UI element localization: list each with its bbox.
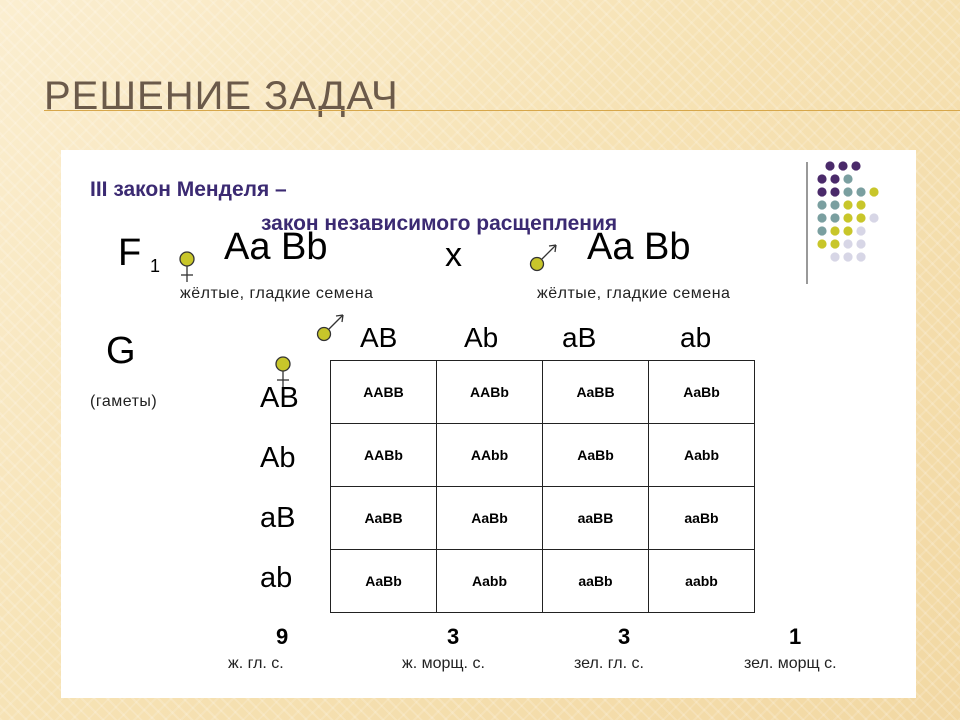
decorative-dot [843, 200, 852, 209]
ratio-count: 9 [276, 624, 289, 649]
decorative-dot [817, 239, 826, 248]
female-gamete-header: ab [260, 562, 293, 594]
decorative-dot [830, 252, 839, 261]
decorative-dot [825, 161, 834, 170]
decorative-dot [830, 239, 839, 248]
female-gamete-header: Ab [260, 442, 296, 474]
decorative-dot [830, 187, 839, 196]
male-genotype: Aa Bb [587, 226, 691, 268]
gametes-label: G [106, 330, 136, 372]
title-divider [44, 110, 960, 111]
punnett-cell: AABb [331, 424, 437, 487]
decorative-dot [817, 200, 826, 209]
punnett-cell: aaBb [543, 550, 649, 613]
decorative-dot [851, 161, 860, 170]
law-title: III закон Менделя – [90, 178, 287, 201]
punnett-cell: AaBb [437, 487, 543, 550]
punnett-row [331, 487, 755, 550]
punnett-cell: Aabb [649, 424, 755, 487]
decorative-dot [830, 200, 839, 209]
decorative-dot [817, 213, 826, 222]
ratio-count: 3 [618, 624, 631, 649]
punnett-cell: Aabb [437, 550, 543, 613]
male-gamete-header: ab [680, 322, 712, 353]
male-gamete-header: aB [562, 322, 597, 353]
decorative-dot [856, 252, 865, 261]
decorative-dot [817, 187, 826, 196]
male-symbol-icon [314, 312, 348, 342]
female-phenotype: жёлтые, гладкие семена [180, 285, 374, 302]
decorative-dot [869, 213, 878, 222]
content-panel [61, 150, 916, 698]
female-gamete-header: AB [260, 382, 299, 414]
punnett-cell: AaBB [331, 487, 437, 550]
punnett-cell: AaBb [543, 424, 649, 487]
decorative-dot [843, 187, 852, 196]
decorative-dot-cluster [816, 160, 906, 270]
vertical-divider [806, 162, 808, 284]
cross-symbol: x [445, 236, 462, 274]
gametes-caption: (гаметы) [90, 393, 158, 410]
decorative-dot [856, 200, 865, 209]
decorative-dot [856, 187, 865, 196]
decorative-dot [856, 226, 865, 235]
decorative-dot [843, 174, 852, 183]
f1-subscript: 1 [150, 256, 161, 276]
decorative-dot [830, 174, 839, 183]
decorative-dot [843, 226, 852, 235]
decorative-dot [838, 161, 847, 170]
ratio-phenotype: зел. гл. с. [574, 655, 644, 672]
punnett-cell: aabb [649, 550, 755, 613]
punnett-cell: AaBb [331, 550, 437, 613]
f1-label: F [118, 232, 142, 274]
decorative-dot [843, 239, 852, 248]
punnett-row [331, 424, 755, 487]
decorative-dot [869, 187, 878, 196]
male-symbol-icon [527, 242, 561, 272]
punnett-cell: AaBb [649, 361, 755, 424]
female-symbol-icon [176, 250, 198, 284]
punnett-cell: AAbb [437, 424, 543, 487]
decorative-dot [817, 174, 826, 183]
decorative-dot [856, 213, 865, 222]
punnett-cell: AaBB [543, 361, 649, 424]
ratio-phenotype: зел. морщ с. [744, 655, 837, 672]
male-gamete-header: Ab [464, 322, 499, 353]
punnett-row [331, 361, 755, 424]
slide-title: РЕШЕНИЕ ЗАДАЧ [44, 74, 399, 118]
ratio-count: 1 [789, 624, 802, 649]
decorative-dot [843, 213, 852, 222]
punnett-cell: AABb [437, 361, 543, 424]
decorative-dot [843, 252, 852, 261]
decorative-dot [830, 213, 839, 222]
male-gamete-header: AB [360, 322, 398, 353]
punnett-cell: AABB [331, 361, 437, 424]
punnett-cell: aaBb [649, 487, 755, 550]
female-genotype: Aa Bb [224, 226, 328, 268]
decorative-dot [830, 226, 839, 235]
punnett-square [330, 360, 755, 613]
law-subtitle: закон независимого расщепления [261, 212, 618, 235]
punnett-row [331, 550, 755, 613]
punnett-cell: aaBB [543, 487, 649, 550]
decorative-dot [817, 226, 826, 235]
ratio-count: 3 [447, 624, 460, 649]
decorative-dot [856, 239, 865, 248]
female-gamete-header: aB [260, 502, 296, 534]
ratio-phenotype: ж. гл. с. [228, 655, 284, 672]
male-phenotype: жёлтые, гладкие семена [537, 285, 731, 302]
ratio-phenotype: ж. морщ. с. [402, 655, 485, 672]
